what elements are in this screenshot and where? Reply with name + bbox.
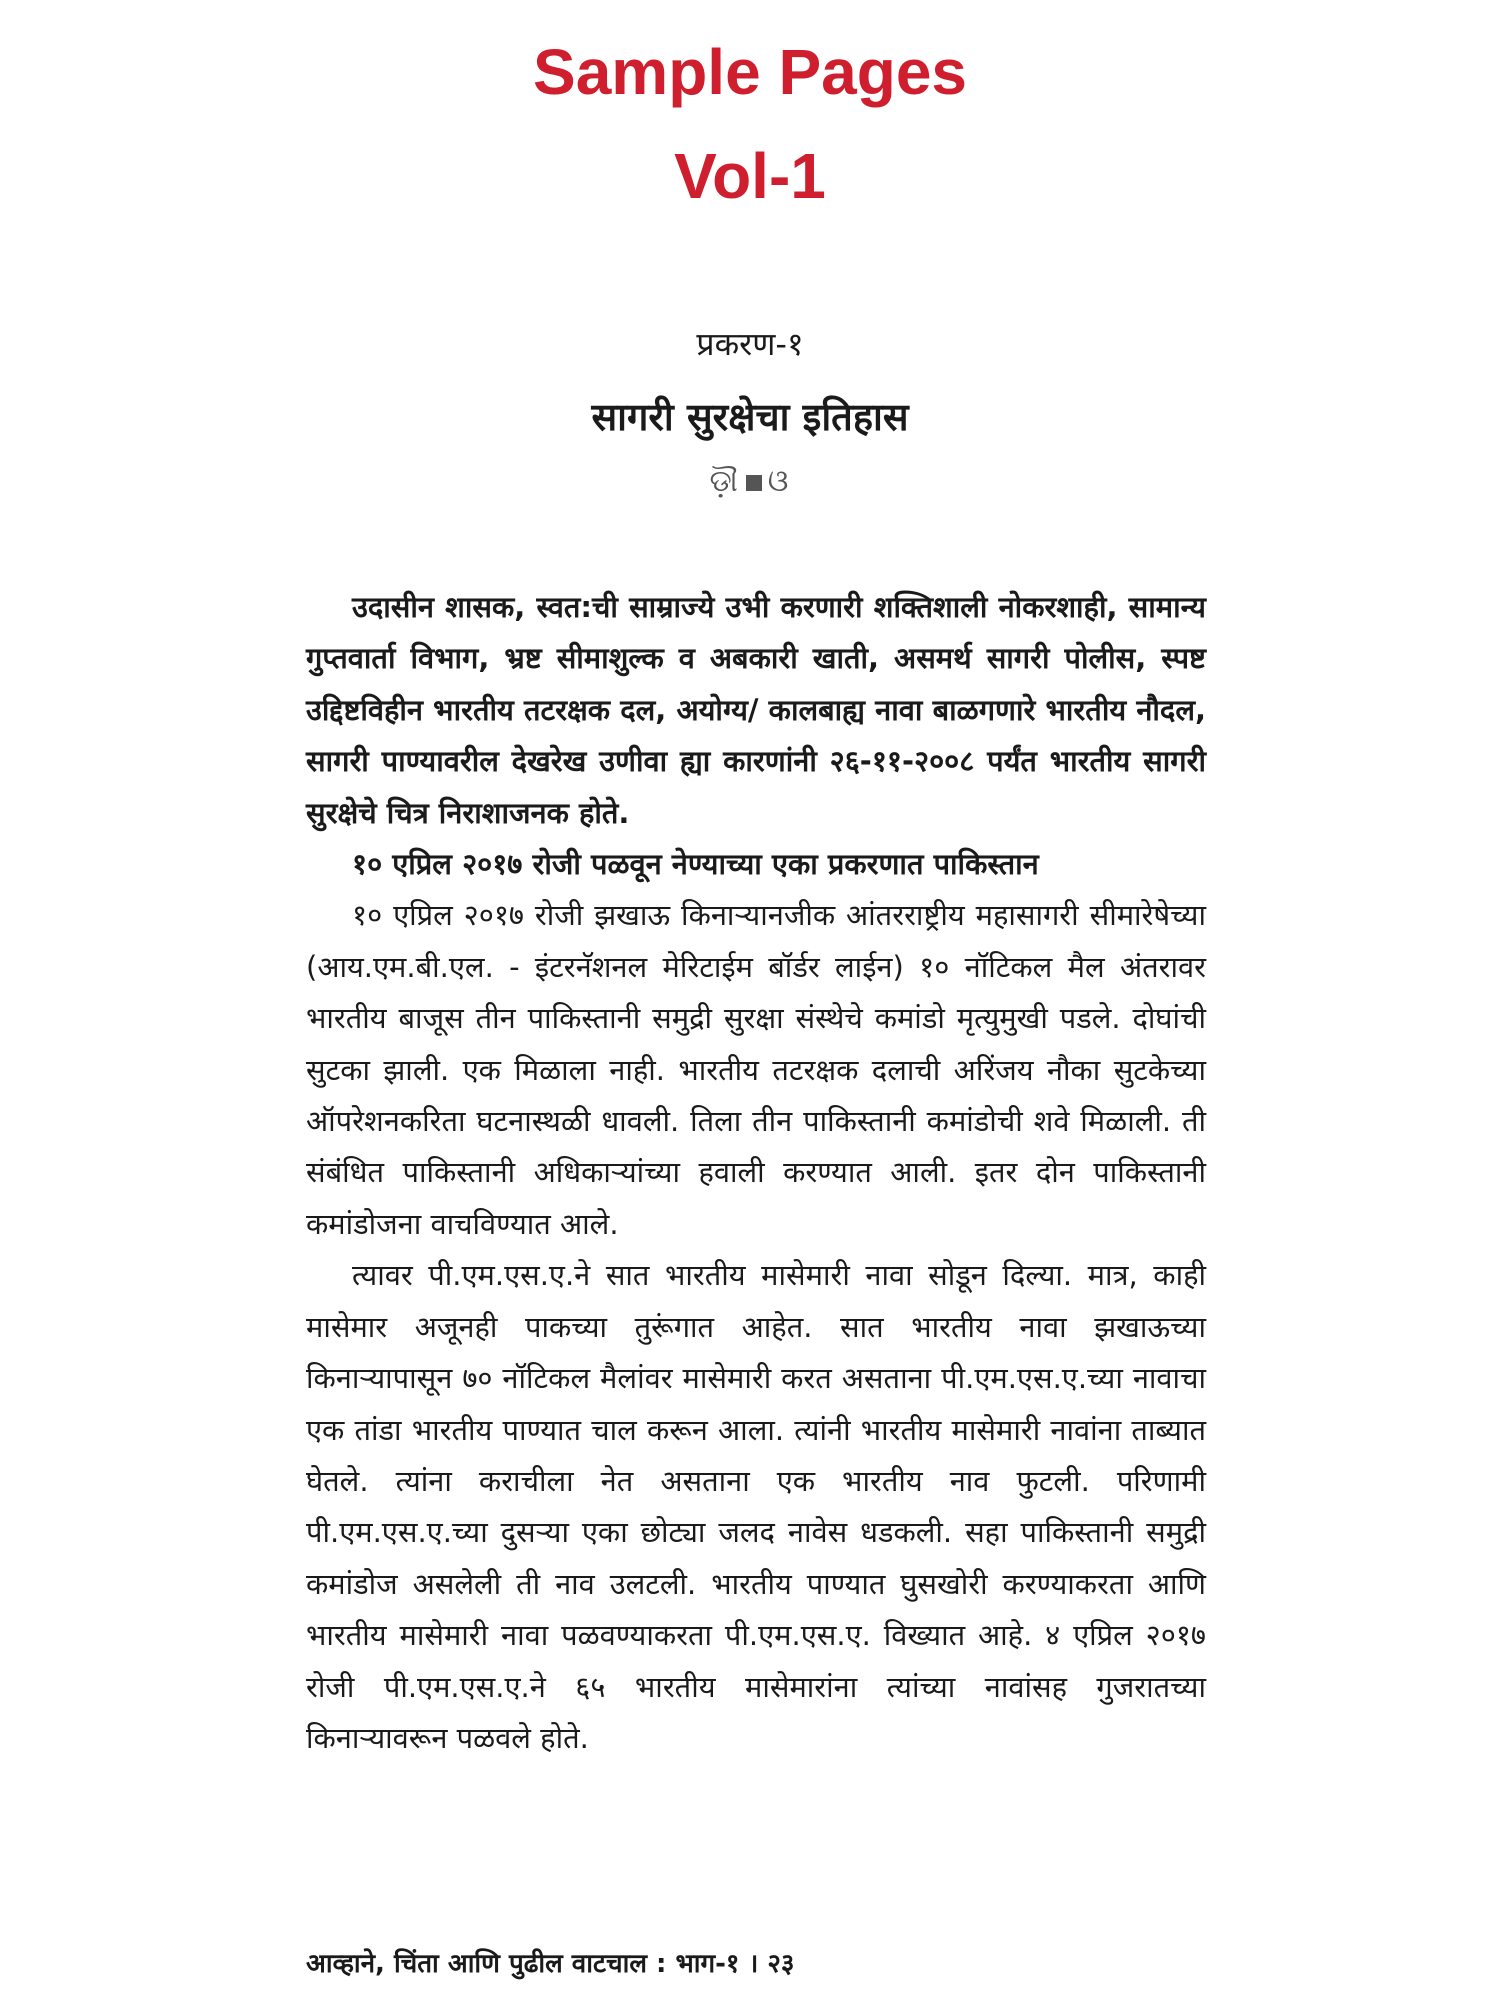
section-subheading: १० एप्रिल २०१७ रोजी पळवून नेण्याच्या एका प्रकरणात पाकिस्तान <box>352 847 1039 882</box>
body-paragraph: त्यावर पी.एम.एस.ए.ने सात भारतीय मासेमारी नावा सोडून दिल्या. मात्र, काही मासेमार अजूनही पाकच्या तुरूंगात आहेत. सात भारतीय नावा झखाऊच्या किनाऱ्यापासून ७० नॉटिकल मैलांवर मासेमारी करत असताना पी.एम.एस.ए.च्या नावाचा एक तांडा भारतीय पाण्यात चाल करून आला. त्यांनी भारतीय मासेमारी नावांना ताब्यात घेतले. त्यांना कराचीला नेत असताना एक भारतीय नाव फुटली. परिणामी पी.एम.एस.ए.च्या दुसऱ्या एका छोट्या जलद नावेस धडकली. सहा पाकिस्तानी समुद्री कमांडोज असलेली ती नाव उलटली. भारतीय पाण्यात घुसखोरी करण्याकरता आणि भारतीय मासेमारी नावा पळवण्याकरता पी.एम.एस.ए. विख्यात आहे. ४ एप्रिल २०१७ रोजी पी.एम.एस.ए.ने ६५ भारतीय मासेमारांना त्यांच्या नावांसह गुजरातच्या किनाऱ्यावरून पळवले होते. <box>306 1258 1206 1755</box>
chapter-body <box>306 582 1206 1764</box>
sample-pages-heading: Sample Pages <box>533 36 967 108</box>
ornament-right-icon: ଓ <box>767 464 791 499</box>
page-footer: आव्हाने, चिंता आणि पुढील वाटचाल : भाग-१ । २३ <box>306 1949 795 1979</box>
volume-heading: Vol-1 <box>674 140 826 212</box>
ornament-square-icon <box>746 475 762 491</box>
chapter-title: सागरी सुरक्षेचा इतिहास <box>591 395 909 439</box>
chapter-number: प्रकरण-१ <box>696 325 804 363</box>
ornament-left-icon: ଡ଼ୗ <box>709 464 740 499</box>
ornament-divider <box>0 462 1500 502</box>
intro-paragraph: उदासीन शासक, स्वत:ची साम्राज्ये उभी करणारी शक्तिशाली नोकरशाही, सामान्य गुप्तवार्ता विभाग, भ्रष्ट सीमाशुल्क व अबकारी खाती, असमर्थ सागरी पोलीस, स्पष्ट उद्दिष्टविहीन भारतीय तटरक्षक दल, अयोग्य/ कालबाह्य नावा बाळगणारे भारतीय नौदल, सागरी पाण्यावरील देखरेख उणीवा ह्या कारणांनी २६-११-२००८ पर्यंत भारतीय सागरी सुरक्षेचे चित्र निराशाजनक होते. <box>306 590 1206 830</box>
body-paragraph: १० एप्रिल २०१७ रोजी झखाऊ किनाऱ्यानजीक आंतरराष्ट्रीय महासागरी सीमारेषेच्या (आय.एम.बी.एल. - इंटरनॅशनल मेरिटाईम बॉर्डर लाईन) १० नॉटिकल मैल अंतरावर भारतीय बाजूस तीन पाकिस्तानी समुद्री सुरक्षा संस्थेचे कमांडो मृत्युमुखी पडले. दोघांची सुटका झाली. एक मिळाला नाही. भारतीय तटरक्षक दलाची अरिंजय नौका सुटकेच्या ऑपरेशनकरिता घटनास्थळी धावली. तिला तीन पाकिस्तानी कमांडोची शवे मिळाली. ती संबंधित पाकिस्तानी अधिकाऱ्यांच्या हवाली करण्यात आली. इतर दोन पाकिस्तानी कमांडोजना वाचविण्यात आले. <box>306 898 1206 1241</box>
